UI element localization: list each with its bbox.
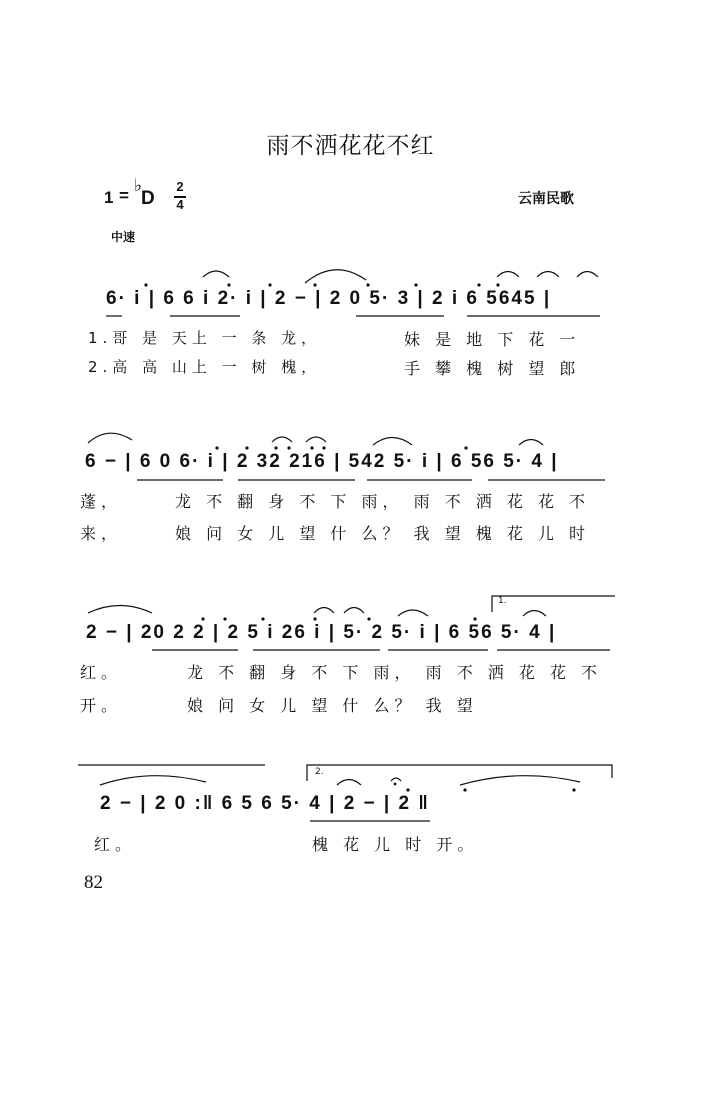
slur <box>519 440 543 446</box>
notation-system-4: 2 − | 2 0 :‖ 6 5 6 5· 4 | 2 − | 2 ‖ <box>100 793 430 814</box>
lyric-line: 1.哥 是 天上 一 条 龙， <box>88 329 322 347</box>
time-signature-bottom: 4 <box>176 197 184 212</box>
lyric-line: 2.高 高 山上 一 树 槐， <box>88 358 322 376</box>
slur <box>337 780 361 786</box>
key-signature-equals: = <box>119 186 129 205</box>
slur <box>100 776 206 785</box>
slur <box>577 272 598 278</box>
volta-first <box>492 596 615 612</box>
tempo-marking: 中速 <box>111 230 136 244</box>
slur <box>537 272 559 278</box>
slur <box>398 610 428 616</box>
lyric-line: 红。 <box>80 663 123 682</box>
page-number: 82 <box>84 872 103 893</box>
first-ending-label: 1. <box>498 596 507 606</box>
slur <box>203 271 229 277</box>
second-ending-label: 2. <box>315 767 324 777</box>
key-signature-note: D <box>141 188 155 209</box>
slur <box>88 606 152 614</box>
slur <box>306 437 326 442</box>
notation-system-1: 6· i | 6 6 i 2· i | 2 − | 2 0 5· 3 | 2 i 6 5645 | <box>106 288 552 309</box>
lyric-line: 蓬， <box>80 492 123 511</box>
notation-system-3: 2 − | 20 2 2 | 2 5 i 26 i | 5· 2 5· i | 6 56 5· 4 | <box>86 622 557 643</box>
lyric-line: 妹 是 地 下 花 一 <box>404 330 581 349</box>
slur <box>460 776 580 785</box>
lyric-line: 红。 <box>94 835 137 854</box>
slur <box>344 608 364 614</box>
slur <box>272 437 292 442</box>
slur <box>88 433 132 443</box>
slur <box>373 438 412 446</box>
lyric-line: 来， <box>80 524 123 543</box>
slur <box>497 272 519 278</box>
key-signature-flat: ♭ <box>134 176 143 196</box>
slur <box>523 611 546 617</box>
time-signature-top: 2 <box>176 179 184 194</box>
lyric-line: 龙 不 翻 身 不 下 雨， 雨 不 洒 花 花 不 <box>175 492 591 511</box>
notation-system-2: 6 − | 6 0 6· i | 2 32 216 | 542 5· i | 6 56 5· 4 | <box>85 451 559 472</box>
lyric-line: 娘 问 女 儿 望 什 么？ 我 望 槐 花 儿 时 <box>175 524 591 543</box>
key-signature-one: 1 <box>104 188 114 207</box>
lyric-line: 娘 问 女 儿 望 什 么？ 我 望 <box>187 696 478 715</box>
lyric-line: 槐 花 儿 时 开。 <box>312 835 479 854</box>
song-title: 雨不洒花花不红 <box>266 133 435 159</box>
fermata <box>391 778 401 781</box>
lyric-line: 手 攀 槐 树 望 郎 <box>404 359 581 378</box>
slur <box>314 608 334 614</box>
lyric-line: 开。 <box>80 696 123 715</box>
lyric-line: 龙 不 翻 身 不 下 雨， 雨 不 洒 花 花 不 <box>187 663 603 682</box>
song-origin: 云南民歌 <box>518 191 574 207</box>
slur <box>305 270 366 283</box>
